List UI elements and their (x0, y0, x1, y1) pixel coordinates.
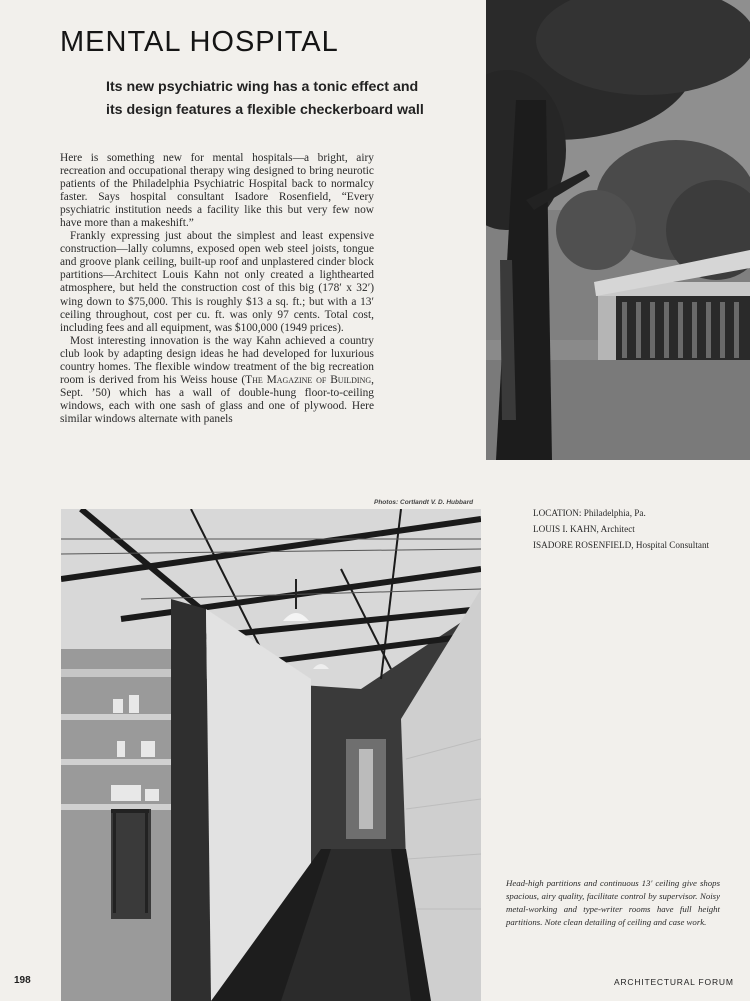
subtitle-line-2: its design features a flexible checkerboard wall (106, 102, 424, 118)
magazine-reference: The Magazine of Building (245, 373, 372, 386)
exterior-photo-art (486, 0, 750, 460)
body-paragraph-2: Frankly expressing just about the simplest and least expensive construction—lally columns, exposed open web steel joists, tongue and groove plank ceiling, built-up roof and unplastered cinder block partitions—Architect Louis Kahn not only created a lighthearted atmosphere, but held the construction cost of this big (178′ x 32′) wing down to $75,000. This is roughly $13 a sq. ft.; but with a 13′ ceiling throughout, cost per cu. ft. was only 97 cents. Total cost, including fees and all equipment, was $100,000 (1949 prices). (60, 230, 374, 334)
architect-line: LOUIS I. KAHN, Architect (533, 524, 635, 534)
exterior-photo (486, 0, 750, 460)
body-paragraph-1: Here is something new for mental hospitals—a bright, airy recreation and occupational therapy wing designed to bring neurotic patients of the Philadelphia Psychiatric Hospital back to normalcy faster. Says hospital consultant Isadore Rosenfield, “Every psychiatric institution needs a facility like this but very few now have more than a makeshift.” (60, 152, 374, 230)
body-paragraph-3: Most interesting innovation is the way Kahn achieved a country club look by adapting design ideas he had developed for luxurious country homes. The flexible window treatment of the big recreation room is derived from his Weiss house (The Magazine of Building, Sept. ’50) which has a wall of double-hung floor-to-ceiling windows, each with one sash of glass and one of plywood. Here similar windows alternate with panels (60, 334, 374, 425)
magazine-name: ARCHITECTURAL FORUM (614, 977, 734, 987)
project-credits (533, 505, 709, 553)
location-line: LOCATION: Philadelphia, Pa. (533, 508, 646, 518)
photo-credit: Photos: Cortlandt V. D. Hubbard (374, 499, 474, 506)
page-number: 198 (14, 975, 31, 986)
article-title: MENTAL HOSPITAL (60, 26, 339, 58)
article-body (60, 152, 374, 426)
photo-caption: Head-high partitions and continuous 13′ ceiling give shops spacious, airy quality, facilitate control by supervisor. Noisy metal-working and type-writer rooms have full height partitions. Note clean detailing of ceiling and case work. (506, 878, 720, 928)
article-subtitle (106, 76, 446, 122)
consultant-line: ISADORE ROSENFIELD, Hospital Consultant (533, 540, 710, 550)
interior-photo-art (61, 509, 481, 1001)
interior-photo (61, 509, 481, 1001)
subtitle-line-1: Its new psychiatric wing has a tonic effect and (106, 79, 419, 95)
